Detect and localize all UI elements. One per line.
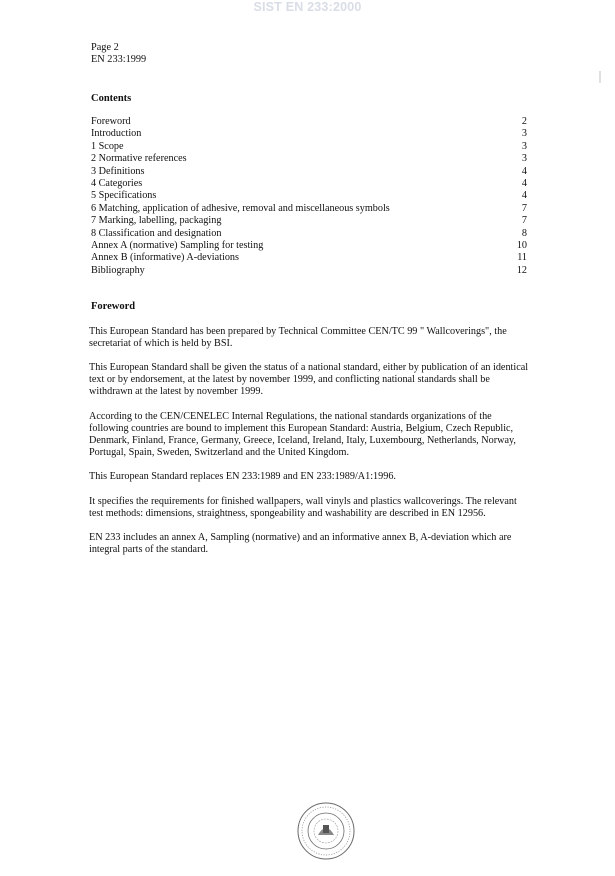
foreword-paragraph: This European Standard replaces EN 233:1989 and EN 233:1989/A1:1996. [89, 471, 396, 483]
toc-entry [91, 178, 527, 190]
toc-entry-page: 3 [521, 128, 527, 140]
toc-entry [91, 166, 527, 178]
toc-entry-page: 2 [521, 116, 527, 127]
toc-entry [91, 240, 527, 252]
toc-entry [91, 228, 527, 240]
toc-entry-page: 4 [521, 177, 527, 189]
toc-entry-title: Annex B (informative) A-deviations [91, 252, 239, 264]
toc-entry-page: 3 [521, 153, 527, 165]
toc-entry [91, 128, 527, 140]
toc-entry-title: Introduction [91, 128, 142, 140]
toc-entry [91, 252, 527, 264]
toc-entry-title: 8 Classification and designation [91, 227, 222, 239]
toc-entry-title: Annex A (normative) Sampling for testing [91, 239, 264, 251]
toc-entry-page: 3 [521, 140, 527, 152]
toc-entry-page: 7 [521, 215, 527, 227]
toc-entry-page: 12 [516, 264, 527, 276]
watermark: SIST EN 233:2000 [253, 0, 362, 14]
toc-entry-title: Foreword [91, 116, 131, 127]
toc-entry-title: 7 Marking, labelling, packaging [91, 215, 222, 227]
toc-entry [91, 265, 527, 277]
foreword-paragraph: It specifies the requirements for finished wallpapers, wall vinyls and plastics wallcoverings. The relevant test methods: dimensions, straightness, spongeability and washability are described in EN 12956. [89, 495, 517, 519]
toc-entry [91, 116, 527, 128]
toc-entry [91, 203, 527, 215]
toc-entry-title: 2 Normative references [91, 153, 187, 165]
toc-entry-page: 4 [521, 165, 527, 177]
toc-entry-page: 7 [521, 202, 527, 214]
toc-entry-title: 5 Specifications [91, 190, 157, 202]
foreword-body [89, 326, 529, 568]
toc-entry-page: 4 [521, 190, 527, 202]
table-of-contents [91, 116, 527, 277]
foreword-paragraph: EN 233 includes an annex A, Sampling (normative) and an informative annex B, A-deviation which are integral parts of the standard. [89, 531, 512, 555]
document-code: EN 233:1999 [91, 54, 147, 65]
toc-entry [91, 215, 527, 227]
toc-entry-page: 10 [516, 239, 527, 251]
toc-entry-title: 4 Categories [91, 177, 143, 189]
institution-seal-icon [296, 801, 356, 861]
foreword-heading: Foreword [91, 301, 136, 312]
toc-entry [91, 153, 527, 165]
toc-entry-title: 1 Scope [91, 140, 124, 152]
foreword-paragraph: This European Standard has been prepared by Technical Committee CEN/TC 99 " Wallcoverings", the secretariat of which is held by BSI. [89, 326, 507, 349]
toc-entry [91, 190, 527, 202]
margin-mark [598, 70, 602, 82]
contents-heading: Contents [91, 93, 132, 104]
toc-entry-title: 6 Matching, application of adhesive, removal and miscellaneous symbols [91, 202, 390, 214]
foreword-paragraph: This European Standard shall be given the status of a national standard, either by publication of an identical text or by endorsement, at the latest by november 1999, and conflicting national standards shall be withdrawn at the latest by november 1999. [89, 362, 529, 398]
foreword-paragraph: According to the CEN/CENELEC Internal Regulations, the national standards organizations of the following countries are bound to implement this European Standard: Austria, Belgium, Czech Republic, Denmark, Finland, France, Germany, Greece, Iceland, Ireland, Italy, Luxembourg, Netherlands, Norway, Portugal, Spain, Sweden, Switzerland and the United Kingdom. [89, 410, 516, 458]
page-header [91, 42, 146, 66]
toc-entry-title: Bibliography [91, 264, 145, 276]
toc-entry-page: 8 [521, 227, 527, 239]
page-number: Page 2 [91, 42, 119, 53]
toc-entry-title: 3 Definitions [91, 165, 145, 177]
toc-entry-page: 11 [517, 252, 527, 264]
toc-entry [91, 141, 527, 153]
